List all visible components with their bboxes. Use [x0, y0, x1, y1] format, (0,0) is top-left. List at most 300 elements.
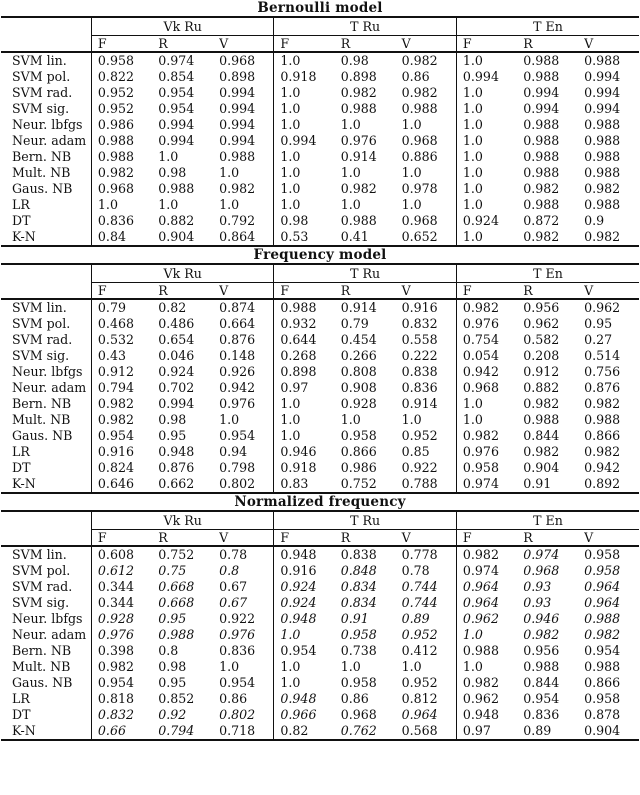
- value-cell: 0.836: [401, 380, 438, 395]
- value-cell: 0.754: [456, 332, 517, 348]
- value-cell: 0.968: [456, 380, 517, 396]
- value-cell: 0.988: [584, 611, 621, 626]
- value-cell: 0.966: [274, 707, 335, 723]
- metric-header: R: [152, 530, 213, 547]
- table-title: Normalized frequency: [234, 494, 406, 510]
- value-cell: 0.948: [456, 707, 517, 723]
- table-row: [1, 229, 639, 246]
- row-label: Bern. NB: [12, 396, 72, 411]
- group-header-row: [1, 17, 639, 36]
- value-cell: 0.946: [274, 444, 335, 460]
- value-cell: 0.93: [523, 579, 552, 594]
- value-cell: 0.964: [401, 707, 438, 722]
- value-cell: 0.802: [219, 707, 256, 722]
- value-cell: 0.738: [340, 643, 377, 658]
- value-cell: 0.664: [219, 316, 256, 331]
- value-cell: 0.982: [456, 299, 517, 316]
- value-cell: 0.854: [158, 69, 195, 84]
- row-label: Gaus. NB: [12, 428, 73, 443]
- value-cell: 0.904: [152, 229, 213, 246]
- metric-header-row: [1, 530, 639, 547]
- value-cell: 0.982: [523, 627, 560, 642]
- value-cell: 0.836: [91, 213, 152, 229]
- value-cell: 0.918: [274, 460, 335, 476]
- value-cell: 1.0: [274, 181, 335, 197]
- value-cell: 0.812: [401, 691, 438, 706]
- value-cell: 1.0: [158, 197, 179, 212]
- value-cell: 0.974: [523, 547, 560, 562]
- value-cell: 1.0: [456, 52, 517, 69]
- row-label: SVM lin.: [12, 547, 67, 562]
- table-row: [1, 181, 639, 197]
- value-cell: 0.918: [274, 69, 335, 85]
- value-cell: 0.988: [584, 117, 621, 132]
- value-cell: 1.0: [274, 412, 335, 428]
- value-cell: 1.0: [340, 659, 361, 674]
- value-cell: 0.994: [456, 69, 517, 85]
- value-cell: 0.75: [158, 563, 187, 578]
- table-title: Frequency model: [253, 247, 387, 263]
- value-cell: 0.958: [584, 563, 621, 578]
- value-cell: 0.964: [456, 579, 517, 595]
- value-cell: 0.958: [584, 691, 621, 706]
- value-cell: 0.962: [523, 316, 560, 331]
- value-cell: 0.608: [91, 546, 152, 563]
- results-table: [1, 510, 639, 741]
- table-section-0: [0, 0, 640, 247]
- value-cell: 0.988: [91, 133, 152, 149]
- value-cell: 0.942: [456, 364, 517, 380]
- value-cell: 0.988: [340, 101, 377, 116]
- value-cell: 0.954: [523, 691, 560, 706]
- value-cell: 0.054: [456, 348, 517, 364]
- value-cell: 1.0: [456, 149, 517, 165]
- value-cell: 0.98: [274, 213, 335, 229]
- value-cell: 1.0: [274, 85, 335, 101]
- value-cell: 0.808: [340, 364, 377, 379]
- value-cell: 0.988: [584, 659, 621, 674]
- value-cell: 0.988: [523, 165, 560, 180]
- value-cell: 0.982: [584, 396, 621, 411]
- value-cell: 0.824: [91, 460, 152, 476]
- value-cell: 0.948: [274, 546, 335, 563]
- value-cell: 1.0: [401, 659, 422, 674]
- value-cell: 0.952: [91, 101, 152, 117]
- value-cell: 1.0: [274, 627, 335, 643]
- value-cell: 1.0: [456, 229, 517, 246]
- value-cell: 0.866: [340, 444, 377, 459]
- value-cell: 0.97: [274, 380, 335, 396]
- metric-header: F: [456, 36, 517, 53]
- value-cell: 0.942: [584, 460, 621, 475]
- metric-header: F: [274, 36, 335, 53]
- value-cell: 0.964: [584, 595, 621, 610]
- empty-corner-cell: [1, 36, 91, 53]
- value-cell: 0.8: [158, 643, 179, 658]
- value-cell: 0.794: [91, 380, 152, 396]
- value-cell: 1.0: [219, 412, 240, 427]
- table-row: [1, 332, 639, 348]
- value-cell: 1.0: [401, 117, 422, 132]
- value-cell: 0.954: [219, 428, 256, 443]
- value-cell: 0.844: [523, 675, 560, 690]
- metric-header-row: [1, 283, 639, 300]
- value-cell: 0.974: [456, 563, 517, 579]
- value-cell: 0.994: [158, 396, 195, 411]
- table-row: [1, 52, 639, 69]
- value-cell: 0.982: [401, 85, 438, 100]
- row-label: Bern. NB: [12, 643, 72, 658]
- group-header: T Ru: [274, 264, 457, 283]
- value-cell: 0.802: [213, 476, 274, 493]
- value-cell: 0.9: [584, 213, 605, 228]
- value-cell: 0.792: [219, 213, 256, 228]
- value-cell: 0.914: [340, 300, 377, 315]
- value-cell: 0.982: [584, 444, 621, 459]
- metric-header: R: [335, 36, 396, 53]
- value-cell: 0.954: [274, 643, 335, 659]
- results-table: [1, 263, 639, 494]
- value-cell: 0.41: [335, 229, 396, 246]
- value-cell: 1.0: [456, 133, 517, 149]
- value-cell: 0.924: [274, 595, 335, 611]
- value-cell: 0.982: [219, 181, 256, 196]
- value-cell: 0.958: [340, 627, 377, 642]
- value-cell: 0.832: [401, 316, 438, 331]
- value-cell: 1.0: [456, 117, 517, 133]
- value-cell: 1.0: [401, 197, 422, 212]
- table-row: [1, 476, 639, 493]
- value-cell: 0.98: [340, 53, 369, 68]
- value-cell: 0.762: [335, 723, 396, 740]
- value-cell: 0.844: [523, 428, 560, 443]
- group-header: Vk Ru: [91, 264, 273, 283]
- value-cell: 0.752: [335, 476, 396, 493]
- value-cell: 0.954: [91, 428, 152, 444]
- value-cell: 0.852: [158, 691, 195, 706]
- value-cell: 0.836: [523, 707, 560, 722]
- table-row: [1, 197, 639, 213]
- value-cell: 0.95: [158, 675, 187, 690]
- value-cell: 0.866: [584, 675, 621, 690]
- row-label: Bern. NB: [12, 149, 72, 164]
- value-cell: 0.994: [584, 85, 621, 100]
- value-cell: 0.89: [517, 723, 578, 740]
- value-cell: 0.988: [91, 149, 152, 165]
- metric-header: F: [456, 530, 517, 547]
- metric-header: R: [517, 530, 578, 547]
- value-cell: 1.0: [219, 197, 240, 212]
- table-row: [1, 643, 639, 659]
- value-cell: 1.0: [274, 396, 335, 412]
- value-cell: 0.928: [340, 396, 377, 411]
- value-cell: 0.85: [401, 444, 430, 459]
- value-cell: 1.0: [158, 149, 179, 164]
- group-header: T En: [456, 17, 639, 36]
- value-cell: 0.988: [584, 53, 621, 68]
- table-row: [1, 412, 639, 428]
- value-cell: 0.79: [91, 299, 152, 316]
- value-cell: 1.0: [274, 149, 335, 165]
- value-cell: 0.876: [158, 460, 195, 475]
- value-cell: 1.0: [274, 675, 335, 691]
- value-cell: 0.982: [523, 444, 560, 459]
- row-label: K-N: [1, 229, 91, 246]
- table-row: [1, 444, 639, 460]
- value-cell: 0.718: [213, 723, 274, 740]
- value-cell: 0.994: [523, 85, 560, 100]
- value-cell: 0.532: [91, 332, 152, 348]
- value-cell: 0.882: [158, 213, 195, 228]
- value-cell: 0.82: [274, 723, 335, 740]
- value-cell: 0.922: [401, 460, 438, 475]
- value-cell: 0.988: [523, 197, 560, 212]
- table-row: [1, 149, 639, 165]
- value-cell: 0.912: [91, 364, 152, 380]
- value-cell: 0.916: [274, 563, 335, 579]
- value-cell: 0.468: [91, 316, 152, 332]
- value-cell: 0.986: [91, 117, 152, 133]
- group-header: Vk Ru: [91, 17, 273, 36]
- row-label: SVM lin.: [12, 300, 67, 315]
- value-cell: 0.948: [274, 611, 335, 627]
- value-cell: 0.832: [91, 707, 152, 723]
- group-header: T En: [456, 511, 639, 530]
- value-cell: 0.958: [340, 675, 377, 690]
- value-cell: 0.756: [584, 364, 621, 379]
- value-cell: 0.914: [401, 396, 438, 411]
- value-cell: 0.898: [274, 364, 335, 380]
- row-label: SVM rad.: [12, 332, 73, 347]
- value-cell: 0.67: [219, 595, 248, 610]
- value-cell: 0.994: [523, 101, 560, 116]
- metric-header: R: [152, 283, 213, 300]
- row-label: LR: [12, 197, 30, 212]
- table-row: [1, 165, 639, 181]
- row-label: SVM sig.: [12, 101, 70, 116]
- value-cell: 1.0: [456, 101, 517, 117]
- table-row: [1, 348, 639, 364]
- row-label: SVM pol.: [12, 316, 71, 331]
- value-cell: 0.994: [219, 85, 256, 100]
- value-cell: 0.956: [523, 643, 560, 658]
- value-cell: 0.644: [274, 332, 335, 348]
- value-cell: 0.982: [91, 165, 152, 181]
- value-cell: 0.988: [523, 412, 560, 427]
- value-cell: 0.836: [219, 643, 256, 658]
- metric-header: V: [578, 36, 639, 53]
- value-cell: 1.0: [274, 52, 335, 69]
- value-cell: 0.83: [274, 476, 335, 493]
- value-cell: 0.988: [401, 101, 438, 116]
- value-cell: 0.988: [158, 181, 195, 196]
- value-cell: 0.744: [401, 595, 438, 610]
- value-cell: 0.848: [340, 563, 377, 578]
- value-cell: 0.974: [456, 476, 517, 493]
- value-cell: 0.948: [158, 444, 195, 459]
- table-row: [1, 659, 639, 675]
- value-cell: 0.8: [219, 563, 240, 578]
- value-cell: 0.898: [340, 69, 377, 84]
- value-cell: 0.982: [340, 85, 377, 100]
- value-cell: 0.982: [456, 546, 517, 563]
- metric-header: R: [517, 36, 578, 53]
- value-cell: 0.43: [91, 348, 152, 364]
- metric-header: R: [152, 36, 213, 53]
- metric-header: F: [91, 36, 152, 53]
- value-cell: 0.982: [340, 181, 377, 196]
- value-cell: 0.982: [584, 627, 621, 642]
- metric-header: R: [517, 283, 578, 300]
- value-cell: 0.962: [584, 300, 621, 315]
- value-cell: 0.968: [340, 707, 377, 722]
- value-cell: 0.952: [401, 675, 438, 690]
- value-cell: 0.874: [219, 300, 256, 315]
- value-cell: 0.27: [584, 332, 613, 347]
- table-row: [1, 691, 639, 707]
- value-cell: 0.954: [91, 675, 152, 691]
- row-label: SVM lin.: [12, 53, 67, 68]
- value-cell: 0.94: [219, 444, 248, 459]
- value-cell: 0.976: [340, 133, 377, 148]
- value-cell: 0.968: [401, 213, 438, 228]
- row-label: DT: [12, 707, 31, 722]
- metric-header: V: [213, 36, 274, 53]
- value-cell: 0.974: [158, 53, 195, 68]
- value-cell: 0.994: [584, 69, 621, 84]
- row-label: Mult. NB: [12, 412, 71, 427]
- value-cell: 0.928: [91, 611, 152, 627]
- value-cell: 1.0: [456, 85, 517, 101]
- table-row: [1, 213, 639, 229]
- table-row: [1, 133, 639, 149]
- value-cell: 0.968: [219, 53, 256, 68]
- row-label: Mult. NB: [12, 165, 71, 180]
- group-header-row: [1, 264, 639, 283]
- table-row: [1, 380, 639, 396]
- value-cell: 0.668: [158, 595, 195, 610]
- value-cell: 0.344: [91, 595, 152, 611]
- value-cell: 1.0: [274, 428, 335, 444]
- value-cell: 0.982: [517, 229, 578, 246]
- value-cell: 0.652: [396, 229, 457, 246]
- value-cell: 1.0: [219, 165, 240, 180]
- value-cell: 0.926: [219, 364, 256, 379]
- value-cell: 0.78: [401, 563, 430, 578]
- value-cell: 0.702: [158, 380, 195, 395]
- value-cell: 0.976: [456, 316, 517, 332]
- value-cell: 0.976: [219, 627, 256, 642]
- value-cell: 0.982: [584, 181, 621, 196]
- value-cell: 0.86: [340, 691, 369, 706]
- value-cell: 0.952: [401, 428, 438, 443]
- value-cell: 0.912: [523, 364, 560, 379]
- value-cell: 0.412: [401, 643, 438, 658]
- empty-corner-cell: [1, 283, 91, 300]
- value-cell: 0.53: [274, 229, 335, 246]
- value-cell: 0.958: [91, 52, 152, 69]
- value-cell: 0.208: [523, 348, 560, 363]
- value-cell: 0.982: [523, 181, 560, 196]
- metric-header: V: [213, 283, 274, 300]
- value-cell: 0.268: [274, 348, 335, 364]
- table-row: [1, 69, 639, 85]
- value-cell: 0.988: [523, 69, 560, 84]
- table-row: [1, 723, 639, 740]
- value-cell: 0.946: [523, 611, 560, 626]
- value-cell: 0.924: [158, 364, 195, 379]
- value-cell: 0.398: [91, 643, 152, 659]
- value-cell: 0.988: [340, 213, 377, 228]
- group-header-row: [1, 511, 639, 530]
- value-cell: 0.982: [401, 53, 438, 68]
- value-cell: 0.148: [219, 348, 256, 363]
- value-cell: 0.968: [523, 563, 560, 578]
- value-cell: 0.866: [584, 428, 621, 443]
- empty-corner-cell: [1, 264, 91, 283]
- value-cell: 0.898: [219, 69, 256, 84]
- value-cell: 0.982: [523, 396, 560, 411]
- value-cell: 0.954: [219, 675, 256, 690]
- value-cell: 0.994: [158, 117, 195, 132]
- table-row: [1, 460, 639, 476]
- value-cell: 0.668: [158, 579, 195, 594]
- value-cell: 0.988: [523, 133, 560, 148]
- value-cell: 1.0: [401, 165, 422, 180]
- value-cell: 0.924: [456, 213, 517, 229]
- value-cell: 0.78: [219, 547, 248, 562]
- metric-header: V: [578, 283, 639, 300]
- value-cell: 0.788: [396, 476, 457, 493]
- group-header: Vk Ru: [91, 511, 273, 530]
- value-cell: 0.818: [91, 691, 152, 707]
- value-cell: 0.454: [340, 332, 377, 347]
- value-cell: 0.994: [158, 133, 195, 148]
- value-cell: 0.994: [219, 117, 256, 132]
- row-label: DT: [12, 460, 31, 475]
- value-cell: 0.968: [91, 181, 152, 197]
- empty-corner-cell: [1, 530, 91, 547]
- metric-header: V: [396, 283, 457, 300]
- value-cell: 0.864: [213, 229, 274, 246]
- row-label: Neur. adam: [12, 380, 87, 395]
- value-cell: 0.932: [274, 316, 335, 332]
- group-header: T En: [456, 264, 639, 283]
- table-section-1: [0, 247, 640, 494]
- value-cell: 0.86: [219, 691, 248, 706]
- value-cell: 1.0: [274, 165, 335, 181]
- value-cell: 0.942: [219, 380, 256, 395]
- value-cell: 0.93: [523, 595, 552, 610]
- table-row: [1, 428, 639, 444]
- value-cell: 0.568: [396, 723, 457, 740]
- row-label: K-N: [1, 723, 91, 740]
- row-label: LR: [12, 444, 30, 459]
- metric-header: F: [274, 530, 335, 547]
- table-row: [1, 364, 639, 380]
- metric-header: F: [456, 283, 517, 300]
- row-label: DT: [12, 213, 31, 228]
- value-cell: 0.66: [91, 723, 152, 740]
- value-cell: 0.914: [340, 149, 377, 164]
- row-label: Neur. adam: [12, 627, 87, 642]
- table-row: [1, 595, 639, 611]
- row-label: Neur. lbfgs: [12, 611, 83, 626]
- value-cell: 1.0: [456, 396, 517, 412]
- value-cell: 0.86: [401, 69, 430, 84]
- value-cell: 0.988: [584, 133, 621, 148]
- value-cell: 0.654: [158, 332, 195, 347]
